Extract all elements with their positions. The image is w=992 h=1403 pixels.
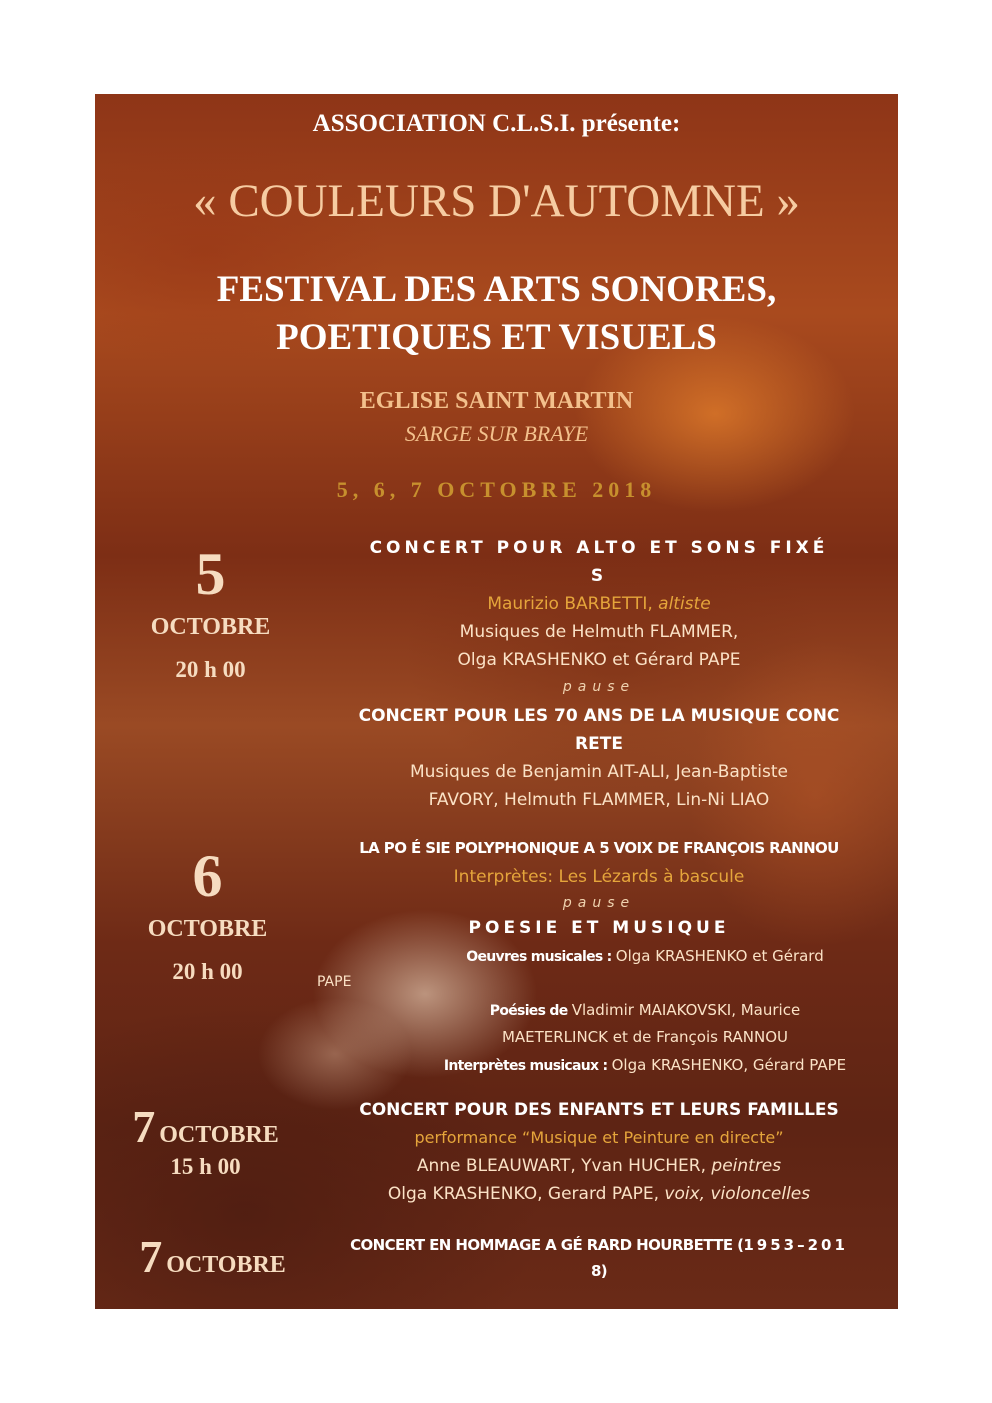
day2-poems: [395, 1001, 895, 1019]
day4-title: [310, 1236, 888, 1254]
day3-performance: performance “Musique et Peinture en directe”: [414, 1128, 784, 1147]
day2-musicians: [395, 1056, 895, 1074]
day1-concert2-title: CONCERT POUR LES 70 ANS DE LA MUSIQUE CONC: [358, 706, 840, 726]
venue-town: SARGE SUR BRAYE: [404, 421, 589, 446]
day3-month: OCTOBRE: [159, 1122, 279, 1148]
day1-performer-name: Maurizio BARBETTI,: [487, 594, 659, 614]
day1-concert1-title: CONCERT POUR ALTO ET SONS FIXÉ: [369, 538, 829, 558]
day4-date-line: [120, 1231, 305, 1282]
day4-title-main: CONCERT EN HOMMAGE A GÉ RARD HOURBETTE (: [350, 1236, 744, 1254]
day4-date-block: [120, 1231, 305, 1282]
day2-interpreters: Interprètes: Les Lézards à bascule: [453, 867, 745, 887]
festival-title: « COULEURS D'AUTOMNE »: [193, 175, 800, 227]
day3-date-line: [113, 1101, 298, 1152]
day3-painters-role: peintres: [711, 1156, 782, 1176]
day4-number: 7: [139, 1231, 163, 1282]
day3-painters-names: Anne BLEAUWART, Yvan HUCHER,: [416, 1156, 712, 1176]
day3-number: 7: [132, 1101, 156, 1152]
day3-time: 15 h 00: [170, 1154, 241, 1179]
day2-event1-title: LA PO É SIE POLYPHONIQUE A 5 VOIX DE FRANÇOIS RANNOU: [359, 839, 839, 857]
day3-title: CONCERT POUR DES ENFANTS ET LEURS FAMILLES: [359, 1100, 839, 1120]
day1-performer-role: altiste: [658, 594, 711, 614]
day1-concert1-title-cont: S: [590, 566, 608, 586]
day3-painters: [310, 1156, 888, 1176]
day1-time: 20 h 00: [175, 657, 246, 682]
day1-performer: [310, 594, 888, 614]
festival-dates: 5, 6, 7 OCTOBRE 2018: [336, 477, 657, 502]
day2-time: 20 h 00: [172, 959, 243, 984]
day2-poems-value: Vladimir MAIAKOVSKI, Maurice: [571, 1001, 801, 1019]
day2-month: OCTOBRE: [147, 916, 268, 942]
day1-music-line1: Musiques de Helmuth FLAMMER,: [459, 622, 739, 642]
day1-music2-line2: FAVORY, Helmuth FLAMMER, Lin-Ni LIAO: [428, 790, 770, 810]
festival-subtitle-line1: FESTIVAL DES ARTS SONORES,: [216, 269, 777, 310]
day3-date-block: [113, 1101, 298, 1180]
day3-voices-role: voix, violoncelles: [664, 1184, 811, 1204]
day2-event2-title: POESIE ET MUSIQUE: [468, 918, 730, 938]
day2-works-label: Oeuvres musicales :: [466, 949, 616, 965]
presenter-line: ASSOCIATION C.L.S.I. présente:: [312, 110, 681, 137]
day1-month: OCTOBRE: [150, 614, 271, 640]
venue-name: EGLISE SAINT MARTIN: [359, 388, 634, 414]
day1-concert2-title-cont: RETE: [575, 734, 623, 754]
day1-pause: pause: [562, 679, 636, 695]
festival-subtitle-line2: POETIQUES ET VISUELS: [276, 317, 717, 358]
day3-voices-names: Olga KRASHENKO, Gerard PAPE,: [387, 1184, 665, 1204]
day2-musicians-label: Interprètes musicaux :: [443, 1058, 612, 1074]
day2-works-cont: PAPE: [317, 974, 352, 990]
day1-number: 5: [195, 541, 226, 607]
day2-number: 6: [192, 843, 223, 909]
day1-music-line2: Olga KRASHENKO et Gérard PAPE: [457, 650, 741, 670]
day2-works-value: Olga KRASHENKO et Gérard: [615, 947, 824, 965]
day2-poems-cont: MAETERLINCK et de François RANNOU: [501, 1028, 789, 1046]
day4-title-years: 1953–201: [743, 1236, 848, 1254]
day1-date-block: [123, 541, 298, 683]
day3-voices: [310, 1184, 888, 1204]
day2-date-block: [120, 843, 295, 985]
day4-title-cont: 8): [590, 1262, 608, 1280]
day1-music2-line1: Musiques de Benjamin AIT-ALI, Jean-Baptiste: [409, 762, 789, 782]
festival-poster: [95, 94, 898, 1309]
day2-poems-label: Poésies de: [489, 1003, 572, 1019]
day2-pause: pause: [562, 895, 636, 911]
day2-works: [395, 947, 895, 965]
day2-musicians-value: Olga KRASHENKO, Gérard PAPE: [611, 1056, 847, 1074]
day4-month: OCTOBRE: [166, 1252, 286, 1278]
